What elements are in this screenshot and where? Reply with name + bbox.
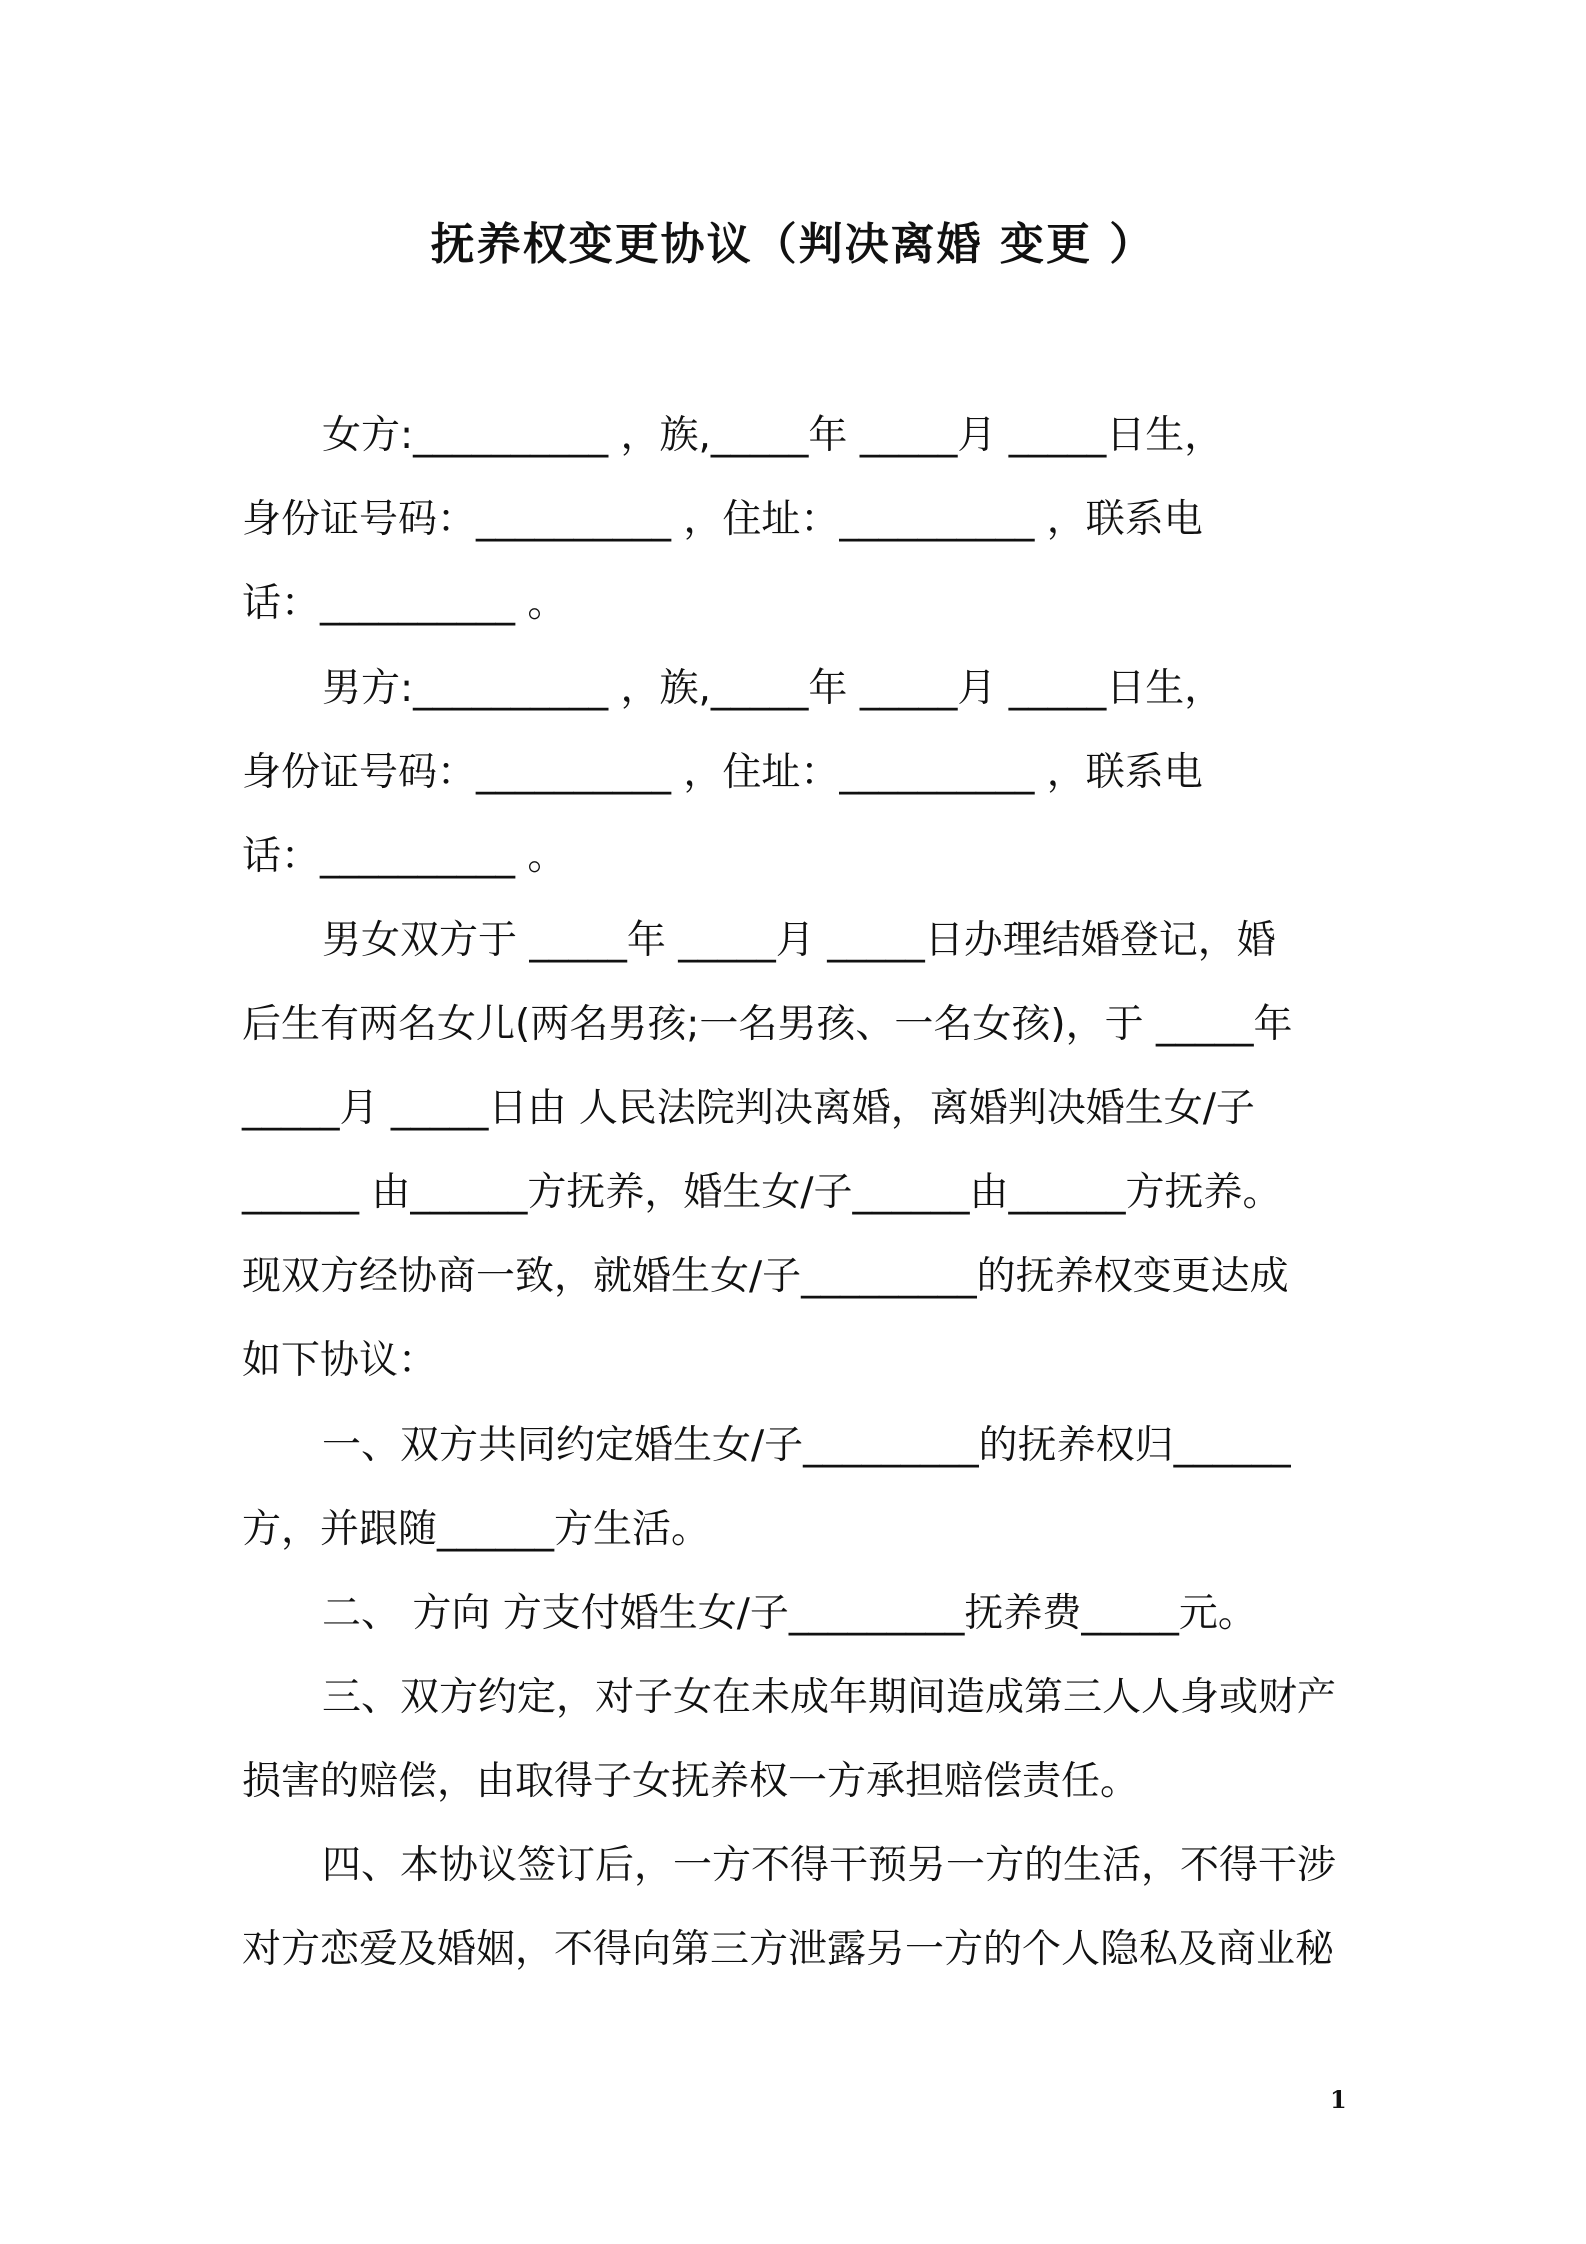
text-line-marriage-5: 现双方经协商一致，就婚生女/子_________的抚养权变更达成 [242,1254,1289,1299]
page-number: 1 [1330,2085,1347,2114]
text-line-clause-2: 二、 方向 方支付婚生女/子_________抚养费_____元。 [322,1591,1257,1636]
text-line-clause-1a: 一、双方共同约定婚生女/子_________的抚养权归______ [322,1423,1291,1468]
text-line-male-phone: 话：__________ 。 [242,834,567,879]
text-line-marriage-4: ______ 由______方抚养，婚生女/子______由______方抚养。 [242,1170,1282,1215]
text-line-marriage-3: _____月 _____日由 人民法院判决离婚，离婚判决婚生女/子 [242,1086,1255,1131]
text-line-male-party: 男方:__________ ，族,_____年 _____月 _____日生， [322,666,1224,711]
text-line-male-id: 身份证号码：__________ ，住址：__________ ，联系电 [242,750,1203,795]
text-line-marriage-6: 如下协议： [242,1338,438,1383]
text-line-marriage-2: 后生有两名女儿(两名男孩;一名男孩、一名女孩)，于 _____年 [242,1002,1293,1047]
text-line-clause-4a: 四、本协议签订后，一方不得干预另一方的生活，不得干涉 [322,1843,1337,1888]
text-line-clause-3b: 损害的赔偿，由取得子女抚养权一方承担赔偿责任。 [242,1759,1140,1804]
document-title: 抚养权变更协议（判决离婚 变更 ） [430,219,1156,270]
text-line-female-party: 女方:__________ ，族,_____年 _____月 _____日生， [322,413,1224,458]
text-line-female-id: 身份证号码：__________ ，住址：__________ ，联系电 [242,497,1203,542]
text-line-clause-4b: 对方恋爱及婚姻，不得向第三方泄露另一方的个人隐私及商业秘 [242,1927,1335,1972]
text-line-female-phone: 话：__________ 。 [242,581,567,626]
text-line-clause-1b: 方，并跟随______方生活。 [242,1507,711,1552]
text-line-clause-3a: 三、双方约定，对子女在未成年期间造成第三人人身或财产 [322,1675,1337,1720]
text-line-marriage-1: 男女双方于 _____年 _____月 _____日办理结婚登记，婚 [322,918,1276,963]
